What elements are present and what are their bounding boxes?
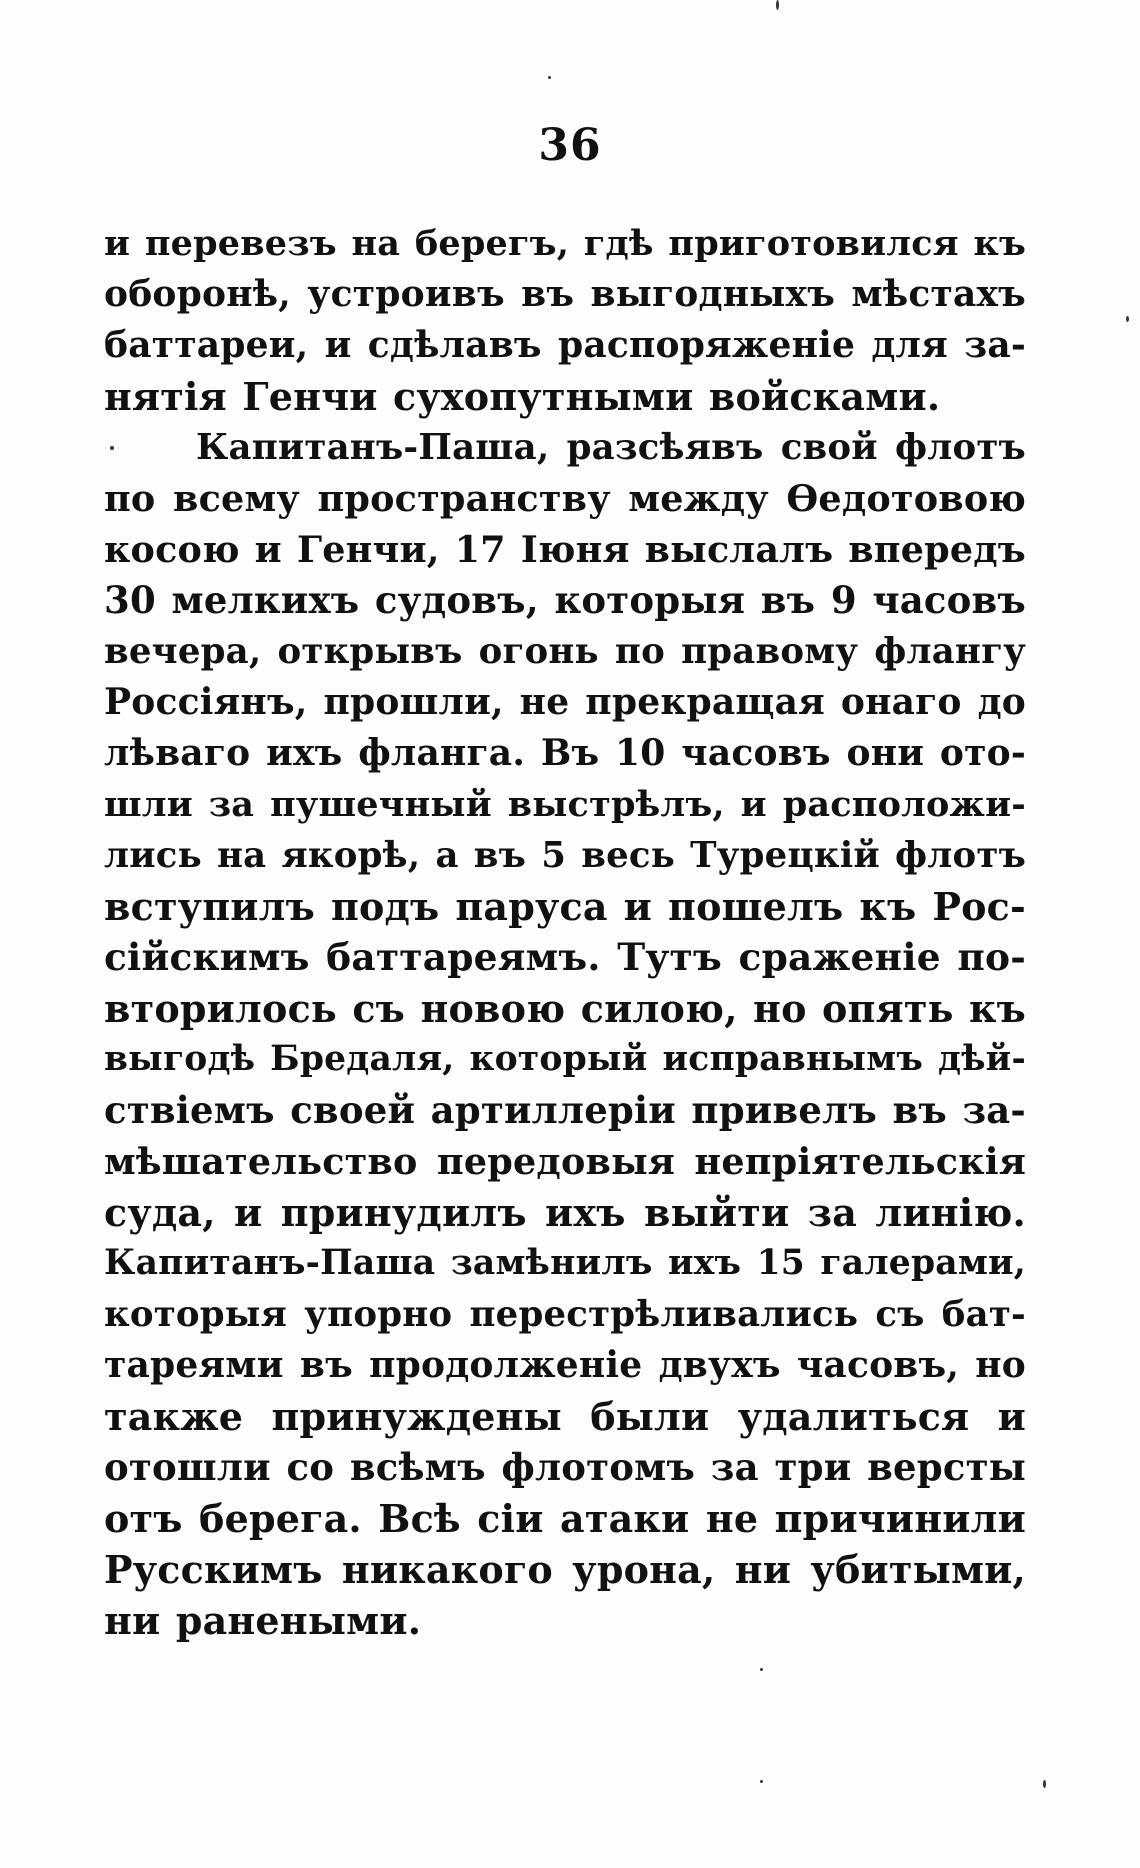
text-line: Капитанъ-Паша замѣнилъ ихъ 15 галерами,	[104, 1243, 1026, 1283]
text-line: ни ранеными.	[104, 1598, 422, 1643]
text-line: мѣшательство передовыя непріятельскія	[104, 1140, 1026, 1183]
print-speck	[1043, 1780, 1046, 1788]
page-number: 36	[538, 120, 602, 171]
print-speck	[760, 1780, 763, 1783]
paragraph-first-line: Капитанъ-Паша, разсѣявъ свой флотъ	[196, 427, 1026, 468]
text-line: которыя упорно перестрѣливались съ бат-	[104, 1294, 1026, 1335]
text-line: нятія Генчи сухопутными войсками.	[104, 374, 941, 419]
text-line: оборонѣ, устроивъ въ выгодныхъ мѣстахъ	[104, 273, 1026, 315]
print-speck	[110, 446, 114, 450]
text-line: лѣваго ихъ фланга. Въ 10 часовъ они ото-	[104, 732, 1026, 774]
text-line: Россіянъ, прошли, не прекращая онаго до	[104, 681, 1026, 723]
print-speck	[548, 76, 551, 79]
text-line: вступилъ подъ паруса и пошелъ къ Рос-	[104, 884, 1026, 929]
text-line: Русскимъ никакого урона, ни убитыми,	[104, 1547, 1026, 1592]
text-line: шли за пушечный выстрѣлъ, и расположи-	[104, 784, 1026, 825]
text-line: отошли со всѣмъ флотомъ за три версты	[104, 1445, 1026, 1489]
text-line: суда, и принудилъ ихъ выйти за линію.	[104, 1190, 1026, 1235]
text-line: лись на якорѣ, а въ 5 весь Турецкій флотъ	[104, 835, 1026, 876]
text-line: по всему пространству между Ѳедотовою	[104, 477, 1026, 520]
text-line: отъ берега. Всѣ сіи атаки не причинили	[104, 1496, 1026, 1541]
body-text	[104, 218, 1026, 1646]
text-line: баттареи, и сдѣлавъ распоряженіе для за-	[104, 324, 1026, 366]
print-speck	[776, 0, 779, 10]
text-line: вечера, открывъ огонь по правому флангу	[104, 631, 1026, 672]
text-line: вторилось съ новою силою, но опять къ	[104, 986, 1027, 1031]
text-line: тареями въ продолженіе двухъ часовъ, но	[104, 1344, 1026, 1386]
text-line: также принуждены были удалиться и	[104, 1394, 1026, 1439]
text-line: косою и Генчи, 17 Іюня выслалъ впередъ	[104, 528, 1026, 571]
text-line: сійскимъ баттареямъ. Тутъ сраженіе по-	[104, 935, 1026, 979]
text-line: и перевезъ на берегъ, гдѣ приготовился къ	[104, 223, 1026, 264]
text-line: выгодѣ Бредаля, который исправнымъ дѣй-	[104, 1039, 1026, 1079]
text-line: 30 мелкихъ судовъ, которыя въ 9 часовъ	[104, 578, 1026, 622]
print-speck	[760, 1668, 763, 1671]
text-line: ствіемъ своей артиллеріи привелъ въ за-	[104, 1088, 1026, 1132]
print-speck	[1126, 316, 1129, 322]
